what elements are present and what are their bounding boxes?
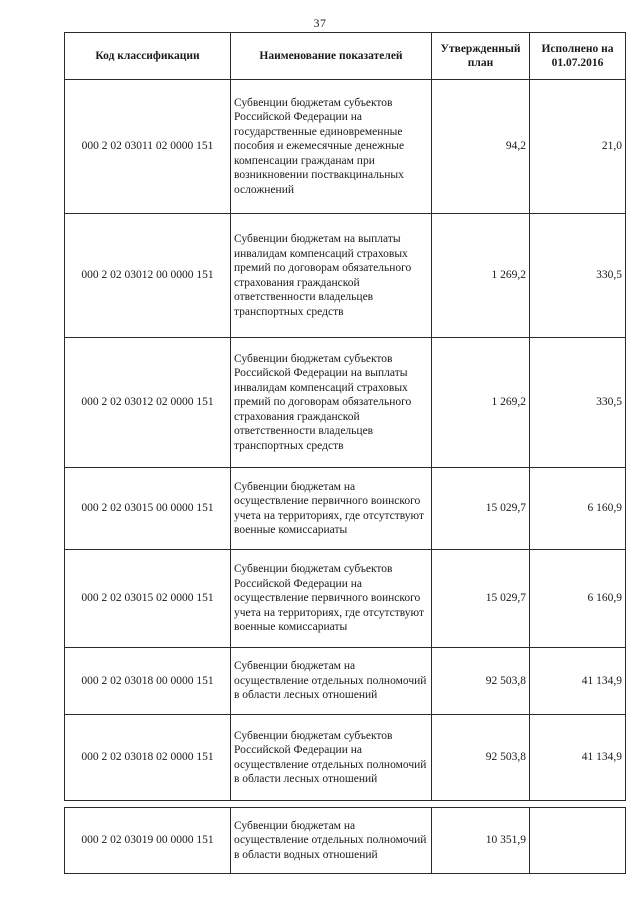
row-plan: 94,2	[432, 80, 530, 214]
row-plan: 92 503,8	[432, 715, 530, 801]
table-row	[65, 808, 626, 874]
table-header-row	[65, 33, 626, 80]
row-code: 000 2 02 03019 00 0000 151	[65, 808, 231, 874]
row-code: 000 2 02 03015 02 0000 151	[65, 550, 231, 648]
row-gap-cell	[65, 801, 626, 808]
row-done: 41 134,9	[530, 715, 626, 801]
budget-table	[64, 32, 626, 874]
table-row	[65, 550, 626, 648]
header-done: Исполнено на 01.07.2016	[530, 33, 626, 80]
row-name: Субвенции бюджетам субъектов Российской Федерации на осуществление отдельных полномочий в области лесных отношений	[231, 715, 432, 801]
row-plan: 1 269,2	[432, 214, 530, 338]
row-done: 330,5	[530, 214, 626, 338]
row-done	[530, 808, 626, 874]
row-plan: 92 503,8	[432, 648, 530, 715]
row-done: 330,5	[530, 338, 626, 468]
row-plan: 15 029,7	[432, 550, 530, 648]
row-code: 000 2 02 03012 02 0000 151	[65, 338, 231, 468]
row-plan: 10 351,9	[432, 808, 530, 874]
table-row	[65, 648, 626, 715]
row-name: Субвенции бюджетам субъектов Российской Федерации на государственные единовременные пособия и ежемесячные денежные компенсации гражданам при возникновении поствакцинальных осложнений	[231, 80, 432, 214]
row-done: 41 134,9	[530, 648, 626, 715]
table-row	[65, 715, 626, 801]
header-plan: Утвержденный план	[432, 33, 530, 80]
row-done: 21,0	[530, 80, 626, 214]
page-number: 37	[313, 16, 327, 30]
table-row	[65, 338, 626, 468]
row-plan: 15 029,7	[432, 468, 530, 550]
table-row	[65, 214, 626, 338]
row-plan: 1 269,2	[432, 338, 530, 468]
header-name: Наименование показателей	[231, 33, 432, 80]
row-name: Субвенции бюджетам на осуществление отдельных полномочий в области лесных отношений	[231, 648, 432, 715]
row-code: 000 2 02 03011 02 0000 151	[65, 80, 231, 214]
row-code: 000 2 02 03012 00 0000 151	[65, 214, 231, 338]
row-name: Субвенции бюджетам субъектов Российской Федерации на осуществление первичного воинского учета на территориях, где отсутствуют военные комиссариаты	[231, 550, 432, 648]
row-done: 6 160,9	[530, 468, 626, 550]
table-row	[65, 80, 626, 214]
row-code: 000 2 02 03018 02 0000 151	[65, 715, 231, 801]
row-name: Субвенции бюджетам на осуществление отдельных полномочий в области водных отношений	[231, 808, 432, 874]
row-name: Субвенции бюджетам субъектов Российской Федерации на выплаты инвалидам компенсаций страховых премий по договорам обязательного страхования гражданской ответственности владельцев транспортных средств	[231, 338, 432, 468]
table-row	[65, 468, 626, 550]
header-code: Код классификации	[65, 33, 231, 80]
row-name: Субвенции бюджетам на выплаты инвалидам компенсаций страховых премий по договорам обязательного страхования гражданской ответственности владельцев транспортных средств	[231, 214, 432, 338]
row-code: 000 2 02 03018 00 0000 151	[65, 648, 231, 715]
row-code: 000 2 02 03015 00 0000 151	[65, 468, 231, 550]
row-name: Субвенции бюджетам на осуществление первичного воинского учета на территориях, где отсутствуют военные комиссариаты	[231, 468, 432, 550]
row-done: 6 160,9	[530, 550, 626, 648]
row-gap	[65, 801, 626, 808]
